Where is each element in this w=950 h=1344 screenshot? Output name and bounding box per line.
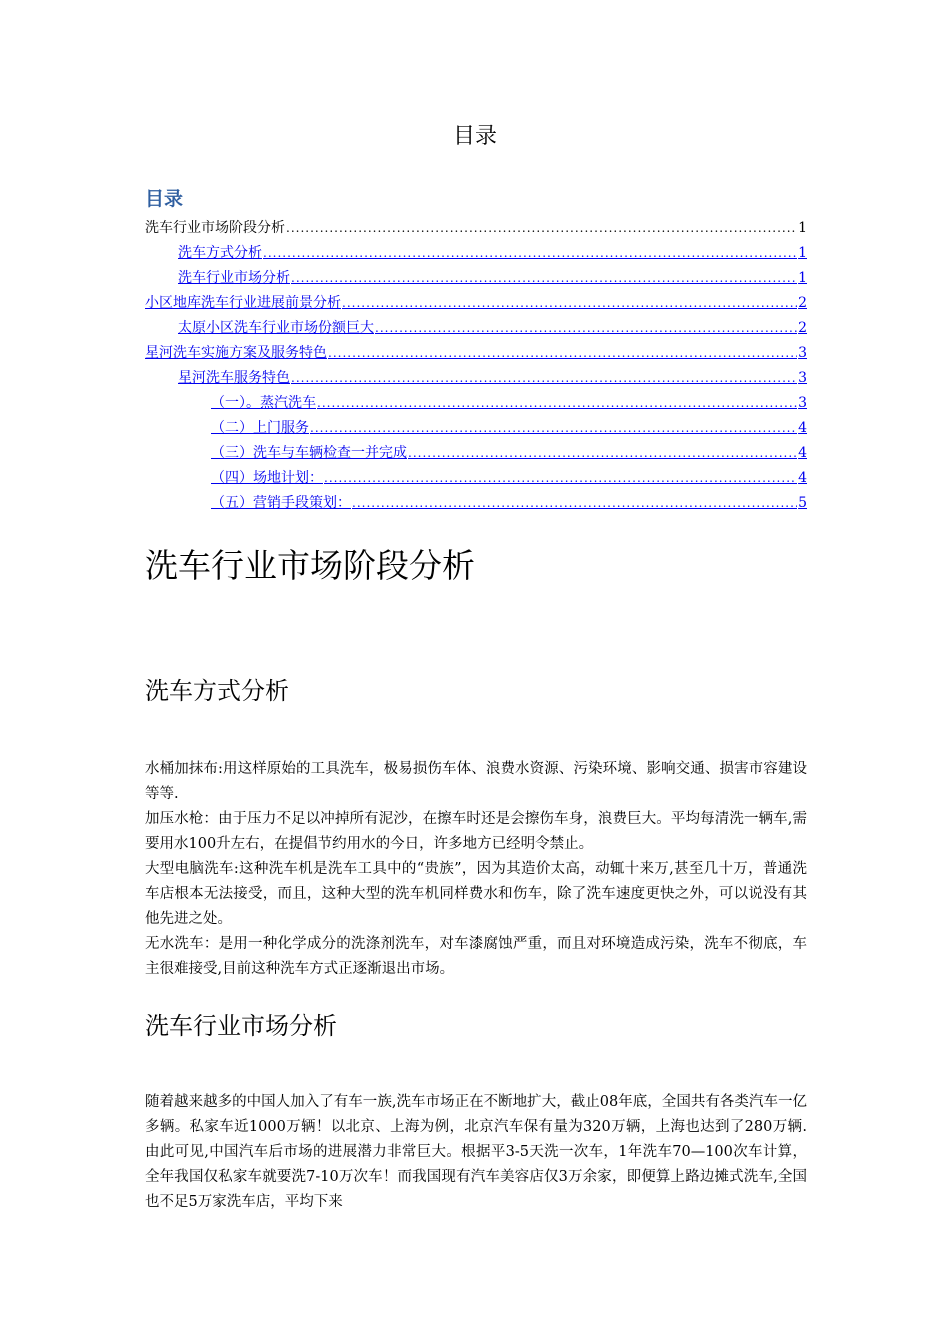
paragraph: 大型电脑洗车:这种洗车机是洗车工具中的“贵族”，因为其造价太高，动辄十来万,甚至几十万，普通洗车店根本无法接受，而且，这种大型的洗车机同样费水和伤车，除了洗车速度更快之外，可以说没有其他先进之处。 <box>145 861 807 927</box>
toc-entry[interactable] <box>145 491 807 516</box>
toc-entry-page: 3 <box>798 370 807 386</box>
toc-entry[interactable] <box>145 341 807 366</box>
paragraph: 水桶加抹布:用这样原始的工具洗车，极易损伤车体、浪费水资源、污染环境、影响交通、损害市容建设等等. <box>145 761 807 802</box>
toc-entry-label: （二）上门服务 <box>211 420 309 436</box>
toc-entry-label: 洗车行业市场分析 <box>178 270 290 286</box>
toc-entry-page: 3 <box>798 395 807 411</box>
toc-entry-page: 4 <box>798 445 807 461</box>
toc-leader <box>291 266 797 291</box>
toc-entry-page: 1 <box>798 220 807 236</box>
toc-leader <box>286 216 797 241</box>
toc-entry[interactable] <box>145 266 807 291</box>
toc-entry-page: 3 <box>798 345 807 361</box>
toc-entry-page: 1 <box>798 270 807 286</box>
paragraph: 加压水枪：由于压力不足以冲掉所有泥沙，在擦车时还是会擦伤车身，浪费巨大。平均每清洗一辆车,需要用水100升左右，在提倡节约用水的今日，许多地方已经明令禁止。 <box>145 811 807 852</box>
toc-entry-page: 4 <box>798 470 807 486</box>
toc-entry-label: 小区地库洗车行业进展前景分析 <box>145 295 341 311</box>
paragraph: 无水洗车：是用一种化学成分的洗涤剂洗车，对车漆腐蚀严重，而且对环境造成污染，洗车不彻底，车主很难接受,目前这种洗车方式正逐渐退出市场。 <box>145 936 807 977</box>
toc-entry[interactable] <box>145 441 807 466</box>
toc-entry-label: 星河洗车实施方案及服务特色 <box>145 345 327 361</box>
toc-entry[interactable] <box>145 391 807 416</box>
section-heading-market-stage: 洗车行业市场阶段分析 <box>145 546 475 585</box>
toc-entry-label: 洗车行业市场阶段分析 <box>145 220 285 236</box>
toc-entry[interactable] <box>145 241 807 266</box>
toc-leader <box>324 466 797 491</box>
page-title: 目录 <box>452 124 497 149</box>
toc-entry-page: 2 <box>798 320 807 336</box>
toc-leader <box>328 341 797 366</box>
market-analysis-body <box>145 1090 807 1215</box>
toc-entry-page: 4 <box>798 420 807 436</box>
toc-leader <box>263 241 797 266</box>
toc-heading: 目录 <box>145 188 184 210</box>
section-heading-market-analysis: 洗车行业市场分析 <box>145 1012 337 1040</box>
toc-entry-label: 太原小区洗车行业市场份额巨大 <box>178 320 374 336</box>
paragraph: 随着越来越多的中国人加入了有车一族,洗车市场正在不断地扩大，截止08年底，全国共有各类汽车一亿多辆。私家车近1000万辆！以北京、上海为例，北京汽车保有量为320万辆，上海也达到了280万辆.由此可见,中国汽车后市场的进展潜力非常巨大。根据平3-5天洗一次车，1年洗车70—100次车计算，全年我国仅私家车就要洗7-10万次车！而我国现有汽车美容店仅3万余家，即便算上路边摊式洗车,全国也不足5万家洗车店，平均下来 <box>145 1094 807 1210</box>
toc-entry-label: 洗车方式分析 <box>178 245 262 261</box>
toc-leader <box>352 491 797 516</box>
toc-entry[interactable] <box>145 291 807 316</box>
toc-entry-label: （三）洗车与车辆检查一并完成 <box>211 445 407 461</box>
toc-leader <box>291 366 797 391</box>
toc-entry[interactable] <box>145 216 807 241</box>
toc-entry-page: 5 <box>798 495 807 511</box>
toc-entry-page: 1 <box>798 245 807 261</box>
toc-entry[interactable] <box>145 366 807 391</box>
toc-entry-label: 星河洗车服务特色 <box>178 370 290 386</box>
toc-entry[interactable] <box>145 466 807 491</box>
toc-leader <box>317 391 797 416</box>
toc-leader <box>310 416 797 441</box>
wash-methods-body <box>145 757 807 982</box>
toc-entry-label: （四）场地计划： <box>211 470 323 486</box>
toc-entry-label: （五）营销手段策划： <box>211 495 351 511</box>
toc-entry[interactable] <box>145 416 807 441</box>
toc-leader <box>375 316 797 341</box>
toc-leader <box>342 291 797 316</box>
toc-entry-label: （一）。蒸汽洗车 <box>211 395 316 411</box>
section-heading-wash-methods: 洗车方式分析 <box>145 677 289 705</box>
toc-entry-page: 2 <box>798 295 807 311</box>
toc-leader <box>408 441 797 466</box>
table-of-contents <box>145 216 807 516</box>
toc-entry[interactable] <box>145 316 807 341</box>
